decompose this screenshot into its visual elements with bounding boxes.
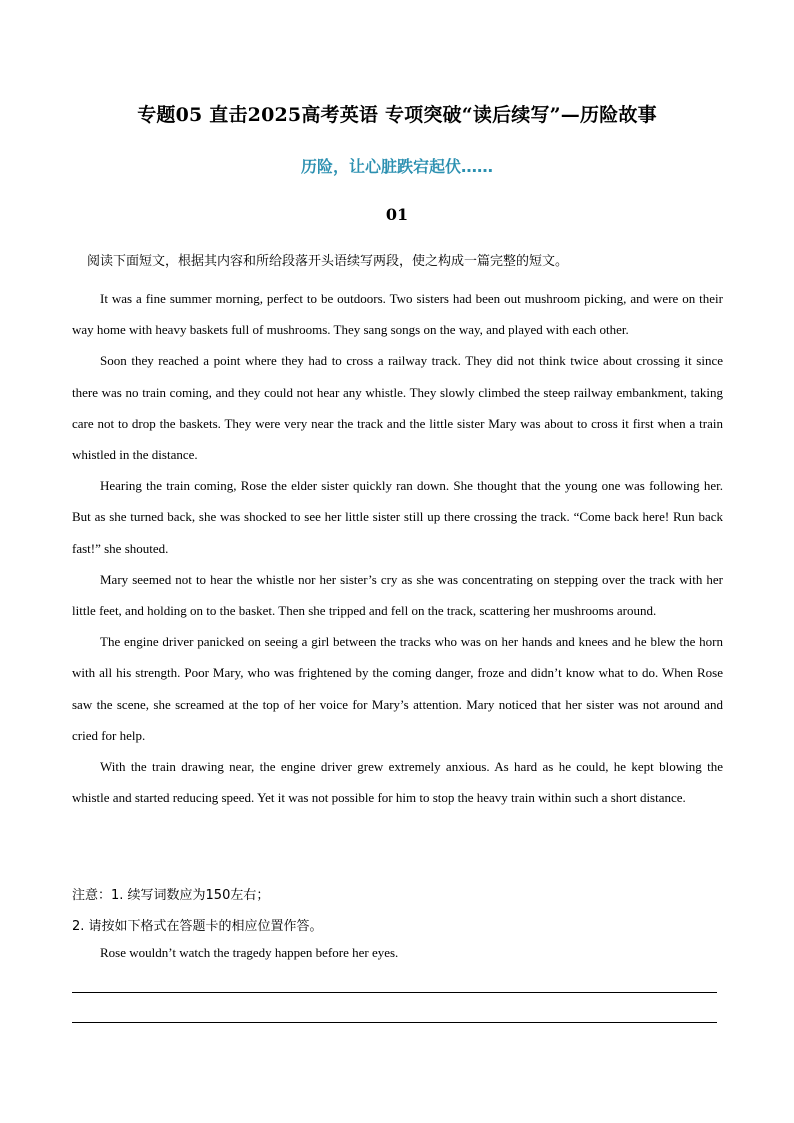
answer-line [72, 1022, 717, 1023]
story-paragraph: The engine driver panicked on seeing a girl between the tracks who was on her hands and knees and he blew the horn with all his strength. Poor Mary, who was frightened by the coming danger, froze and didn’t know what to do. When Rose saw the scene, she screamed at the top of her voice for Mary’s attention. Mary noticed that her sister was not around and cried for help. [72, 634, 723, 743]
story-paragraph: Hearing the train coming, Rose the elder sister quickly ran down. She thought that the young one was following her. But as she turned back, she was shocked to see her little sister still up there crossing the track. “Come back here! Run back fast!” she shouted. [72, 478, 723, 556]
note-word-count: 注意：1. 续写词数应为150左右； [72, 888, 270, 903]
story-passage [72, 283, 723, 813]
story-paragraph: Mary seemed not to hear the whistle nor her sister’s cry as she was concentrating on stepping over the track with her little feet, and holding on to the basket. Then she tripped and fell on the track, scattering her mushrooms around. [72, 571, 723, 619]
page-subtitle: 历险，让心脏跌宕起伏…… [300, 157, 493, 176]
story-paragraph: Soon they reached a point where they had to cross a railway track. They did not think twice about crossing it since there was no train coming, and they could not hear any whistle. They slowly climbed the steep railway embankment, taking care not to drop the baskets. They were very near the track and the little sister Mary was about to cross it first when a train whistled in the distance. [72, 353, 723, 463]
paragraph-starter: Rose wouldn’t watch the tragedy happen before her eyes. [100, 945, 399, 960]
reading-instruction: 阅读下面短文，根据其内容和所给段落开头语续写两段，使之构成一篇完整的短文。 [87, 254, 569, 269]
page-title: 专题05 直击2025高考英语 专项突破“读后续写”—历险故事 [137, 104, 657, 126]
story-paragraph: It was a fine summer morning, perfect to be outdoors. Two sisters had been out mushroom picking, and were on their way home with heavy baskets full of mushrooms. They sang songs on the way, and played with each other. [72, 291, 723, 338]
story-paragraph: With the train drawing near, the engine driver grew extremely anxious. As hard as he could, he kept blowing the whistle and started reducing speed. Yet it was not possible for him to stop the heavy train within such a short distance. [72, 759, 723, 806]
section-number: 01 [385, 205, 409, 224]
answer-line [72, 992, 717, 993]
note-answer-format: 2. 请按如下格式在答题卡的相应位置作答。 [72, 919, 323, 934]
